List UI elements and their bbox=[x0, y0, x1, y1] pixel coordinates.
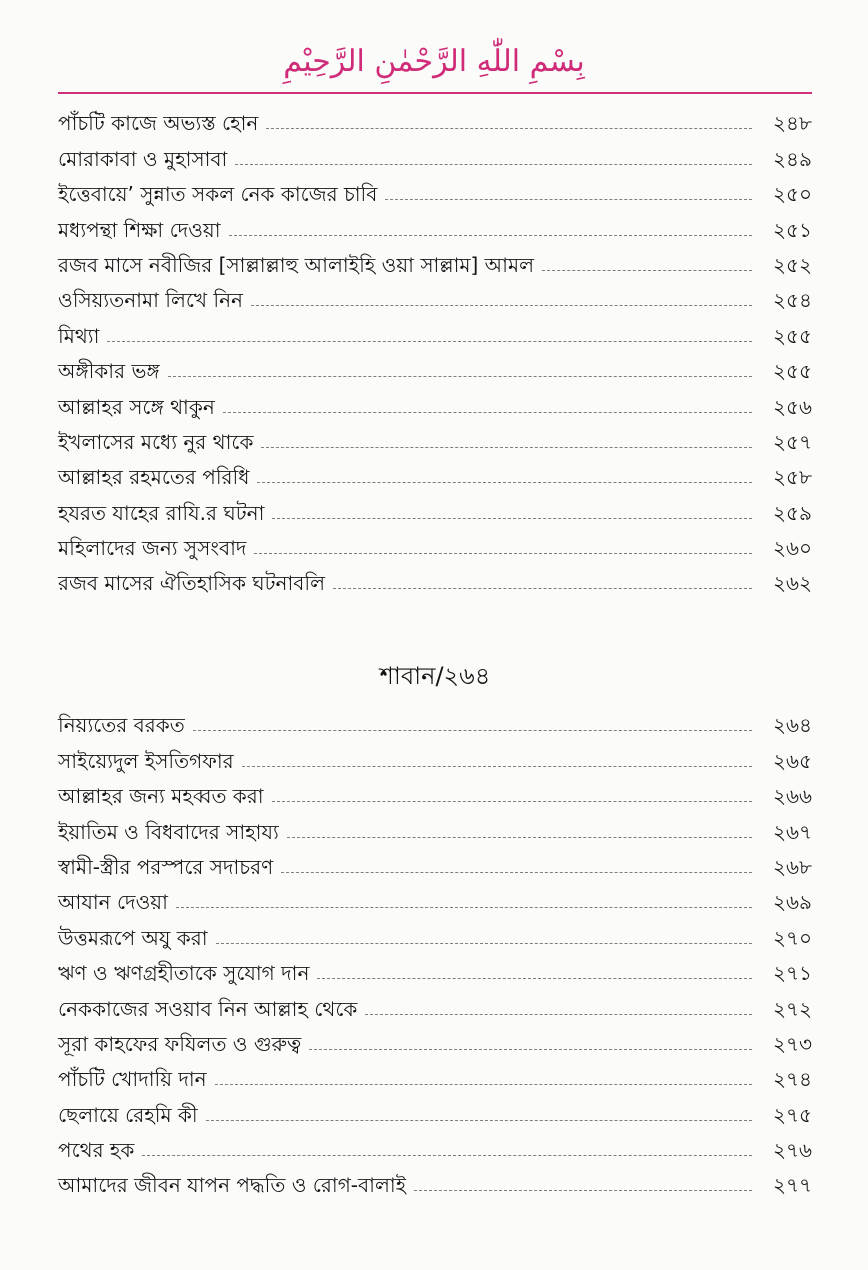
dot-leader bbox=[142, 1154, 752, 1156]
toc-page-number: ২৫৪ bbox=[773, 288, 812, 313]
toc-row bbox=[58, 773, 812, 808]
toc-page-number: ২৬৮ bbox=[773, 854, 812, 879]
toc-entry-title: ইত্তেবায়ে’ সুন্নাত সকল নেক কাজের চাবি bbox=[58, 182, 378, 207]
toc-page-number: ২৫১ bbox=[773, 217, 812, 242]
dot-leader bbox=[365, 1013, 752, 1015]
toc-page-number: ২৭১ bbox=[773, 961, 812, 986]
toc-section-shaban bbox=[58, 702, 812, 1197]
toc-row bbox=[58, 525, 812, 560]
section-heading-shaban: শাবান/২৬৪ bbox=[379, 662, 491, 690]
toc-entry-title: অঙ্গীকার ভঙ্গ bbox=[58, 359, 160, 384]
toc-row bbox=[58, 985, 812, 1020]
toc-row bbox=[58, 100, 812, 135]
toc-entry-title: স্বামী-স্ত্রীর পরস্পরে সদাচরণ bbox=[58, 854, 274, 879]
toc-entry-title: মিথ্যা bbox=[58, 323, 100, 348]
dot-leader bbox=[251, 304, 752, 306]
toc-page-number: ২৪৯ bbox=[773, 146, 812, 171]
page-header bbox=[56, 38, 812, 88]
toc-row bbox=[58, 950, 812, 985]
toc-page-number: ২৭৫ bbox=[773, 1102, 812, 1127]
toc-page-number: ২৭৭ bbox=[772, 1173, 812, 1198]
toc-page-number: ২৫৫ bbox=[773, 323, 812, 348]
toc-section-rajab bbox=[58, 100, 812, 595]
toc-row bbox=[58, 1021, 812, 1056]
dot-leader bbox=[235, 163, 752, 165]
toc-page-number: ২৬৭ bbox=[772, 819, 812, 844]
toc-page-number: ২৬৬ bbox=[772, 784, 812, 809]
toc-entry-title: মহিলাদের জন্য সুসংবাদ bbox=[58, 536, 247, 561]
toc-entry-title: ঋণ ও ঋণগ্রহীতাকে সুযোগ দান bbox=[58, 961, 310, 986]
toc-row bbox=[58, 808, 812, 843]
toc-row bbox=[58, 914, 812, 949]
dot-leader bbox=[542, 269, 752, 271]
toc-row bbox=[58, 844, 812, 879]
toc-row bbox=[58, 560, 812, 595]
toc-entry-title: রজব মাসের ঐতিহাসিক ঘটনাবলি bbox=[58, 571, 326, 596]
dot-leader bbox=[254, 552, 752, 554]
toc-row bbox=[58, 242, 812, 277]
dot-leader bbox=[317, 977, 752, 979]
toc-page-number: ২৫৫ bbox=[773, 359, 812, 384]
dot-leader bbox=[281, 871, 752, 873]
toc-page-number: ২৭০ bbox=[772, 925, 812, 950]
toc-row bbox=[58, 383, 812, 418]
toc-page-number: ২৪৮ bbox=[773, 111, 812, 136]
toc-entry-title: আযান দেওয়া bbox=[58, 890, 168, 915]
dot-leader bbox=[107, 340, 752, 342]
header-divider bbox=[58, 92, 812, 94]
dot-leader bbox=[193, 729, 752, 731]
dot-leader bbox=[176, 906, 752, 908]
dot-leader bbox=[257, 481, 752, 483]
toc-entry-title: ছেলায়ে রেহমি কী bbox=[58, 1102, 198, 1127]
toc-page-number: ২৫৮ bbox=[773, 465, 812, 490]
toc-row bbox=[58, 489, 812, 524]
toc-row bbox=[58, 737, 812, 772]
dot-leader bbox=[168, 375, 752, 377]
toc-page-number: ২৬০ bbox=[772, 536, 812, 561]
toc-page-number: ২৬২ bbox=[772, 571, 812, 596]
toc-row bbox=[58, 1056, 812, 1091]
toc-row bbox=[58, 1162, 812, 1197]
dot-leader bbox=[266, 127, 752, 129]
toc-page-number: ২৬৯ bbox=[773, 890, 812, 915]
dot-leader bbox=[385, 198, 752, 200]
toc-page-number: ২৫০ bbox=[773, 182, 812, 207]
toc-entry-title: আল্লাহর সঙ্গে থাকুন bbox=[58, 394, 215, 419]
toc-row bbox=[58, 879, 812, 914]
toc-entry-title: আল্লাহর জন্য মহব্বত করা bbox=[58, 784, 264, 809]
toc-row bbox=[58, 171, 812, 206]
toc-entry-title: ওসিয়্যতনামা লিখে নিন bbox=[58, 288, 243, 313]
dot-leader bbox=[333, 587, 752, 589]
toc-entry-title: ইখলাসের মধ্যে নুর থাকে bbox=[58, 429, 254, 454]
toc-entry-title: নিয়্যতের বরকত bbox=[58, 713, 185, 738]
toc-row bbox=[58, 348, 812, 383]
toc-row bbox=[58, 454, 812, 489]
bismillah-calligraphy: بِسْمِ اللّٰهِ الرَّحْمٰنِ الرَّحِيْمِ bbox=[283, 44, 585, 79]
toc-entry-title: আমাদের জীবন যাপন পদ্ধতি ও রোগ-বালাই bbox=[58, 1173, 407, 1198]
toc-entry-title: হযরত যাহের রাযি.র ঘটনা bbox=[58, 500, 265, 525]
toc-row bbox=[58, 1127, 812, 1162]
toc-entry-title: পথের হক bbox=[58, 1138, 135, 1163]
toc-entry-title: সাইয়্যেদুল ইসতিগফার bbox=[58, 748, 234, 773]
toc-page-number: ২৭৪ bbox=[773, 1067, 812, 1092]
toc-page-number: ২৬৪ bbox=[773, 713, 812, 738]
toc-page-number: ২৬৫ bbox=[773, 748, 812, 773]
toc-row bbox=[58, 312, 812, 347]
dot-leader bbox=[229, 234, 753, 236]
dot-leader bbox=[261, 446, 752, 448]
toc-page-number: ২৫৭ bbox=[773, 429, 812, 454]
toc-entry-title: সূরা কাহফের ফযিলত ও গুরুত্ব bbox=[58, 1031, 302, 1056]
toc-page-number: ২৫২ bbox=[773, 252, 812, 277]
toc-page-number: ২৭৬ bbox=[772, 1138, 812, 1163]
toc-page-number: ২৫৬ bbox=[773, 394, 812, 419]
dot-leader bbox=[272, 800, 752, 802]
dot-leader bbox=[287, 836, 752, 838]
dot-leader bbox=[215, 1083, 752, 1085]
dot-leader bbox=[223, 411, 752, 413]
toc-entry-title: উত্তমরূপে অযু করা bbox=[58, 925, 208, 950]
toc-page-number: ২৭৩ bbox=[772, 1031, 812, 1056]
toc-row bbox=[58, 206, 812, 241]
toc-entry-title: মোরাকাবা ও মুহাসাবা bbox=[58, 146, 228, 171]
toc-row bbox=[58, 135, 812, 170]
dot-leader bbox=[309, 1048, 752, 1050]
toc-entry-title: মধ্যপন্থা শিক্ষা দেওয়া bbox=[58, 217, 221, 242]
toc-entry-title: ইয়াতিম ও বিধবাদের সাহায্য bbox=[58, 819, 279, 844]
toc-row bbox=[58, 277, 812, 312]
toc-row bbox=[58, 419, 812, 454]
toc-entry-title: নেককাজের সওয়াব নিন আল্লাহ থেকে bbox=[58, 996, 358, 1021]
toc-entry-title: পাঁচটি খোদায়ি দান bbox=[58, 1067, 207, 1092]
dot-leader bbox=[242, 765, 752, 767]
dot-leader bbox=[216, 942, 752, 944]
toc-row bbox=[58, 1091, 812, 1126]
toc-entry-title: পাঁচটি কাজে অভ্যস্ত হোন bbox=[58, 111, 259, 136]
toc-entry-title: রজব মাসে নবীজির [সাল্লাল্লাহু আলাইহি ওয়া সাল্লাম] আমল bbox=[58, 252, 534, 277]
dot-leader bbox=[206, 1119, 752, 1121]
toc-page-number: ২৭২ bbox=[772, 996, 812, 1021]
toc-entry-title: আল্লাহর রহমতের পরিধি bbox=[58, 465, 250, 490]
dot-leader bbox=[414, 1189, 752, 1191]
toc-page-number: ২৫৯ bbox=[773, 500, 812, 525]
dot-leader bbox=[272, 517, 752, 519]
toc-row bbox=[58, 702, 812, 737]
